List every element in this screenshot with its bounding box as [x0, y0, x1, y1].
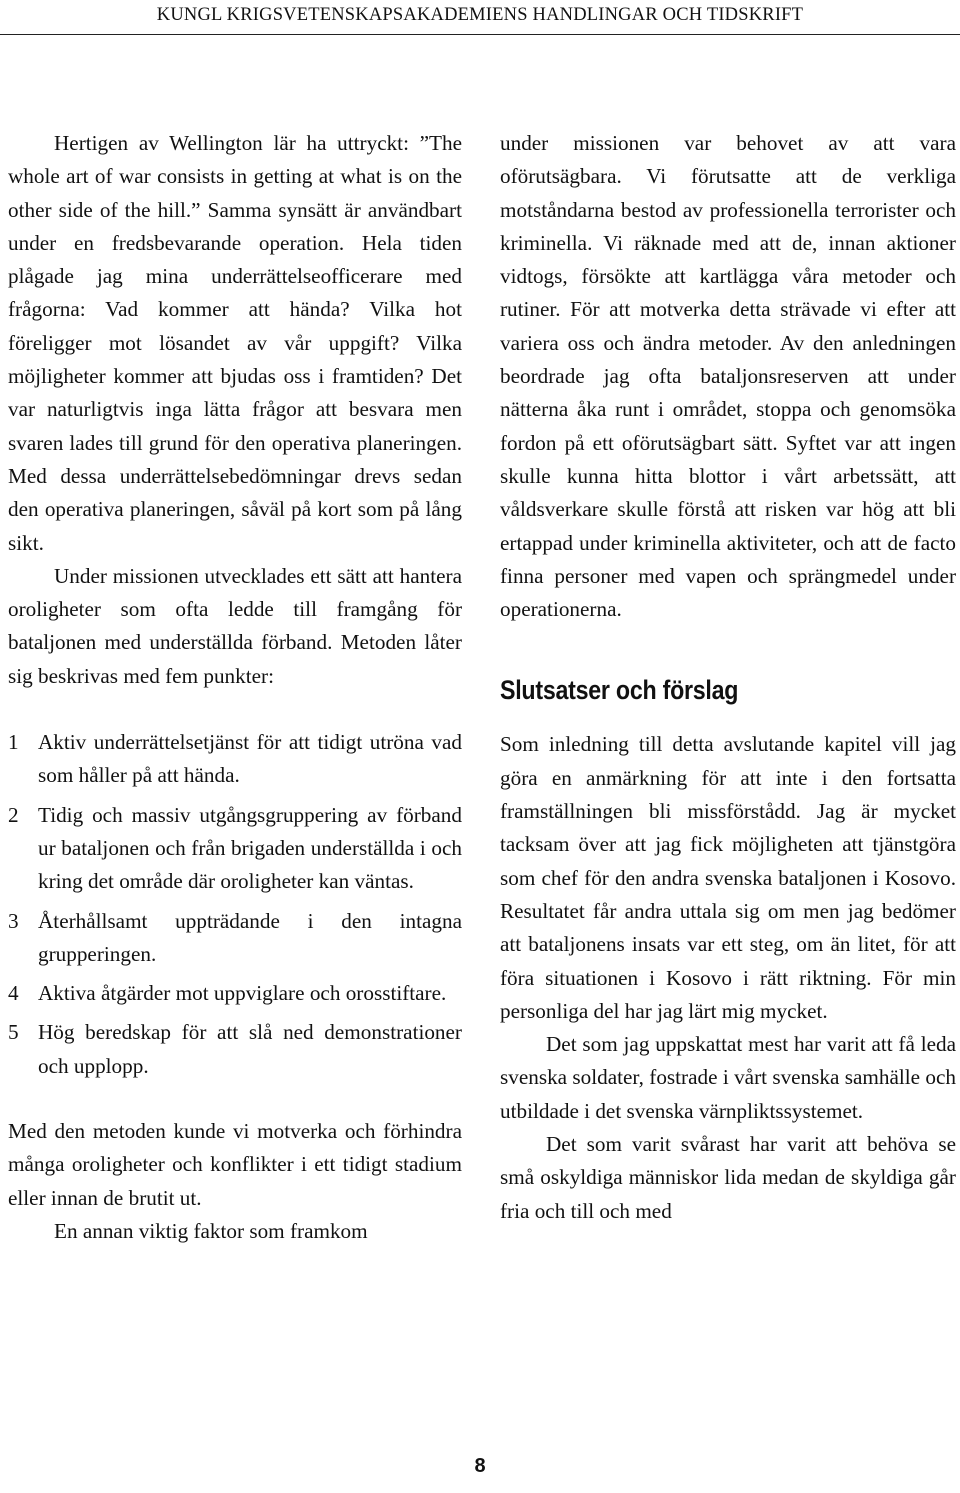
list-item-number: 1	[8, 730, 19, 755]
list-item	[8, 905, 462, 972]
list-item-text: Hög beredskap för att slå ned demonstrationer och upplopp.	[38, 1020, 462, 1078]
left-paragraph-2: Under missionen utvecklades ett sätt att hantera oroligheter som ofta ledde till framgång för bataljonen med underställda förband. Metoden låter sig beskrivas med fem punkter:	[8, 563, 462, 688]
list-item	[8, 726, 462, 793]
list-item-number: 3	[8, 908, 19, 933]
right-paragraph-2: Som inledning till detta avslutande kapitel vill jag göra en anmärkning för att inte i den fortsatta framställningen bli missförstådd. Jag är mycket tacksam över att jag fick möjligheten att tjänstgöra som chef för den andra svenska bataljonen i Kosovo. Resultatet får andra uttala sig om men jag bedömer att bataljonens insats var ett steg, om än litet, för att föra situationen i Kosovo i rätt riktning. För min personliga del har jag lärt mig mycket.	[500, 732, 956, 1023]
running-header: KUNGL KRIGSVETENSKAPSAKADEMIENS HANDLINGAR OCH TIDSKRIFT	[156, 5, 804, 25]
list-item-text: Aktiva åtgärder mot uppviglare och orosstiftare.	[38, 981, 447, 1006]
list-item-text: Återhållsamt uppträdande i den intagna grupperingen.	[38, 908, 462, 966]
left-paragraph-1: Hertigen av Wellington lär ha uttryckt: ”The whole art of war consists in getting at what is on the other side of the hill.” Samma synsätt är användbart under en fredsbevarande operation. Hela tiden plågade jag mina underrättelseofficerare med frågorna: Vad kommer att hända? Vilka hot föreligger mot lösandet av vår uppgift? Vilka möjligheter kommer att bjudas oss i framtiden? Det var naturligtvis inga lätta frågor att besvara men svaren lades till grund för den operativa planeringen. Med dessa underrättelsebedömningar drevs sedan den operativa planeringen, såväl på kort som på lång sikt.	[8, 131, 462, 555]
list-item	[8, 799, 462, 899]
right-paragraph-1: under missionen var behovet av att vara oförutsägbara. Vi förutsatte att de verkliga motståndarna bestod av professionella terrorister och kriminella. Vi räknade med att de, innan aktioner vidtogs, försökte att kartlägga våra metoder och rutiner. För att motverka detta strävade vi efter att variera oss och ändra metoder. Av den anledningen beordrade jag ofta bataljonsreserven att under nätterna åka runt i området, stoppa och genomsöka fordon på ett oförutsägbart sätt. Syftet var att ingen skulle kunna hitta blottor i vårt arbetssätt, att våldsverkare skulle förstå att risken var hög att bli ertappad under kriminella aktiviteter, och att de facto finna personer med vapen och sprängmedel under operationerna.	[500, 131, 956, 622]
right-paragraph-4: Det som varit svårast har varit att behöva se små oskyldiga människor lida medan de skyldiga går fria och till och med	[500, 1132, 956, 1223]
list-item	[8, 1016, 462, 1083]
list-item-text: Aktiv underrättelsetjänst för att tidigt utröna vad som håller på att hända.	[38, 730, 462, 788]
list-item-number: 4	[8, 981, 19, 1006]
right-column	[500, 127, 956, 1228]
numbered-list	[8, 726, 462, 1083]
list-item-number: 5	[8, 1020, 19, 1045]
page-number: 8	[474, 1455, 486, 1477]
right-paragraph-3: Det som jag uppskattat mest har varit att få leda svenska soldater, fostrade i vårt svenska samhälle och utbildade i det svenska värnpliktssystemet.	[500, 1032, 956, 1123]
left-column	[8, 127, 462, 1248]
list-item-number: 2	[8, 802, 19, 827]
list-item-text: Tidig och massiv utgångsgruppering av förband ur bataljonen och från brigaden underställda i och kring det område där oroligheter kan väntas.	[38, 802, 462, 894]
left-paragraph-3: Med den metoden kunde vi motverka och förhindra många oroligheter och konflikter i ett tidigt stadium eller innan de brutit ut.	[8, 1119, 462, 1210]
left-paragraph-4: En annan viktig faktor som framkom	[54, 1218, 368, 1243]
header-divider	[0, 34, 960, 35]
list-item	[8, 977, 462, 1010]
section-heading: Slutsatser och förslag	[500, 675, 739, 706]
